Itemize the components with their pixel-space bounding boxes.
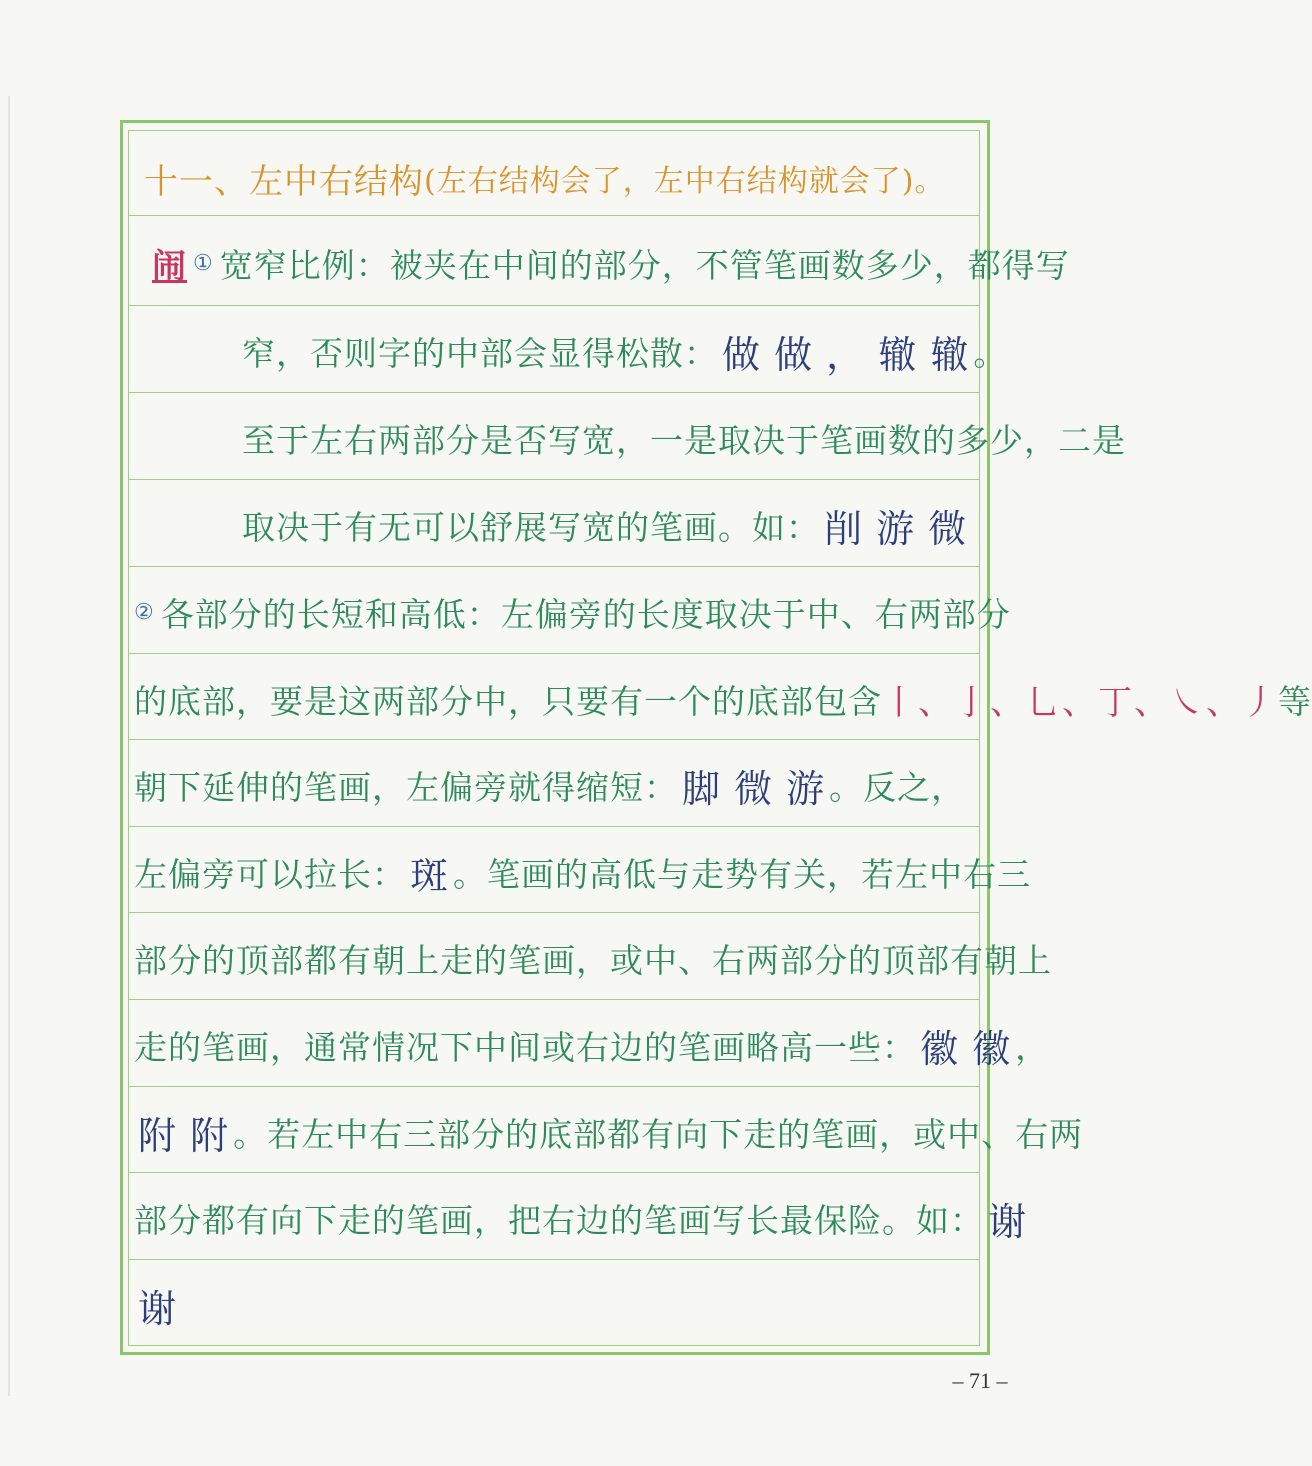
line-text: 各部分的长短和高低：左偏旁的长度取决于中、右两部分 <box>160 594 1011 634</box>
sample-characters: 徽 徽 <box>920 1026 1012 1071</box>
text-line-6 <box>130 656 1312 742</box>
sample-characters: 谢 <box>138 1286 178 1331</box>
line-text: 至于左右两部分是否写宽，一是取决于笔画数的多少，二是 <box>242 420 1126 460</box>
sample-characters: 谢 <box>988 1199 1028 1244</box>
line-tail: 。 <box>973 333 1008 373</box>
line-tail: 等 <box>1278 681 1312 721</box>
sample-characters: 附 附 <box>138 1113 230 1158</box>
item-number: ① <box>193 250 214 276</box>
line-text: 的底部，要是这两部分中，只要有一个的底部包含 <box>134 681 882 721</box>
text-line-10 <box>130 1002 1050 1088</box>
line-text: 宽窄比例：被夹在中间的部分，不管笔画数多少，都得写 <box>219 245 1070 285</box>
text-line-7 <box>130 742 982 828</box>
text-line-3 <box>130 395 1126 481</box>
line-text: 部分的顶部都有朝上走的笔画，或中、右两部分的顶部有朝上 <box>134 940 1052 980</box>
example-marker: 闹 <box>152 246 187 287</box>
sample-characters: 斑 <box>410 853 450 898</box>
sample-characters: 削 游 微 <box>824 506 968 551</box>
text-line-4 <box>130 482 1090 568</box>
line-text: 部分都有向下走的笔画，把右边的笔画写长最保险。如： <box>134 1200 984 1240</box>
text-line-9 <box>130 915 1052 1001</box>
line-text: 左偏旁可以拉长： <box>134 854 406 894</box>
line-text: 取决于有无可以舒展写宽的笔画。如： <box>242 507 820 547</box>
page-number: – 71 – <box>952 1368 1008 1393</box>
text-line-12 <box>130 1175 1028 1261</box>
page-edge <box>8 96 10 1396</box>
section-heading <box>130 135 992 221</box>
line-tail: 。反之， <box>829 767 966 807</box>
line-tail: 。笔画的高低与走势有关，若左中右三 <box>453 854 1032 894</box>
text-line-1 <box>130 220 1070 306</box>
text-line-2 <box>130 308 1090 394</box>
text-line-13 <box>130 1262 982 1348</box>
line-tail: 。若左中右三部分的底部都有向下走的笔画，或中、右两 <box>233 1114 1084 1154</box>
text-line-8 <box>130 829 1032 915</box>
text-line-5 <box>130 569 1011 655</box>
line-text: 走的笔画，通常情况下中间或右边的笔画略高一些： <box>134 1027 916 1067</box>
heading-title: 十一、左中右结构 <box>144 161 424 202</box>
sample-characters: 脚 微 游 <box>682 766 826 811</box>
heading-note: (左右结构会了，左中右结构就会了)。 <box>424 164 946 199</box>
sample-characters: 做 做 ， 辙 辙 <box>722 332 970 377</box>
line-tail: ， <box>1015 1027 1050 1067</box>
line-text: 窄，否则字的中部会显得松散： <box>242 333 718 373</box>
line-text: 朝下延伸的笔画，左偏旁就得缩短： <box>134 767 678 807</box>
item-number: ② <box>134 599 155 625</box>
text-line-11 <box>130 1089 1084 1175</box>
stroke-list: 丨、亅、乚、丁、㇏、丿 <box>882 682 1278 723</box>
